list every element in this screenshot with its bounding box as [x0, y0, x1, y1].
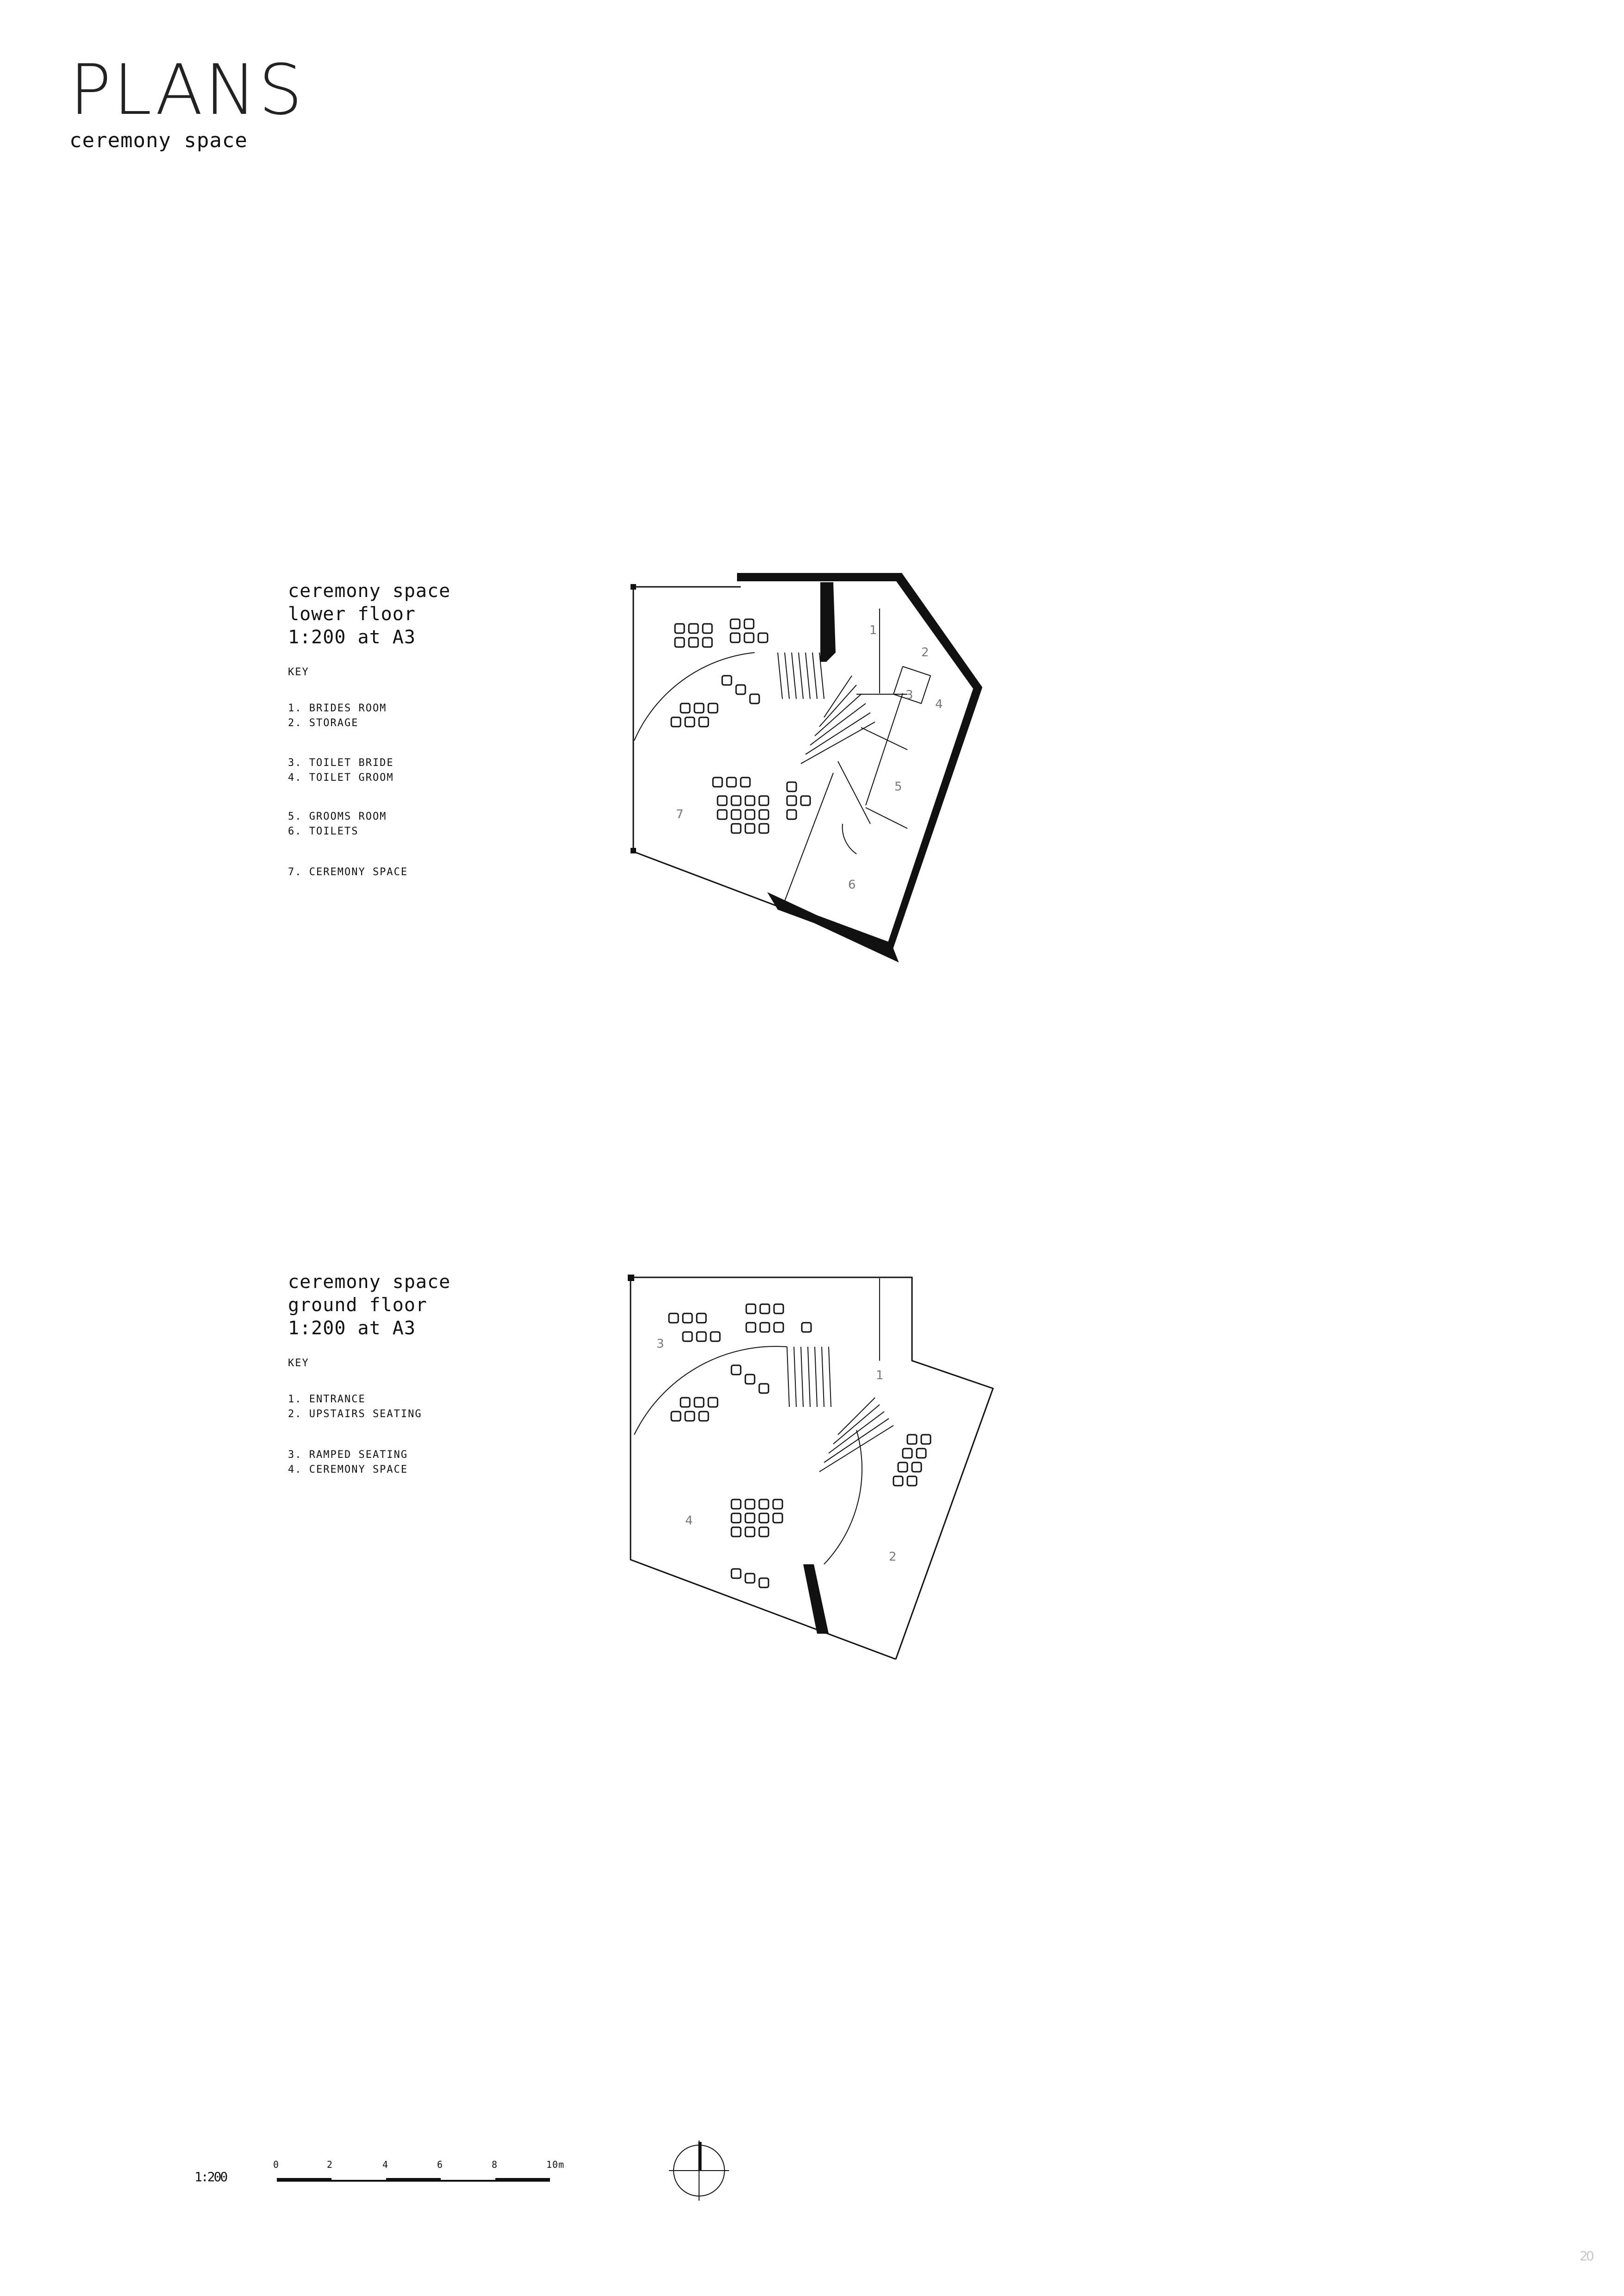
- scale-tick: 2: [327, 2159, 333, 2170]
- key-item: 2. STORAGE: [288, 717, 359, 729]
- heading-line: ceremony space: [288, 1271, 451, 1293]
- stairs: [778, 653, 875, 764]
- wall: [838, 761, 870, 824]
- thick-wall: [820, 582, 836, 662]
- wall: [633, 587, 782, 908]
- key-item: 4. TOILET GROOM: [288, 772, 394, 784]
- room-number: 1: [876, 1369, 884, 1382]
- room-number: 2: [889, 1550, 897, 1564]
- heading-line: ceremony space: [288, 580, 451, 602]
- scale-tick: 0: [273, 2159, 280, 2170]
- north-arrow-icon: [669, 2140, 729, 2201]
- ground-floor-plan: [620, 1263, 1005, 1671]
- page-subtitle: ceremony space: [69, 129, 248, 152]
- scale-tick: 6: [437, 2159, 443, 2170]
- ground-floor-legend: [288, 1270, 450, 1477]
- key-item: 7. CEREMONY SPACE: [288, 866, 408, 878]
- key-group: [288, 701, 450, 731]
- lower-floor-plan: [620, 565, 991, 963]
- door-swing: [843, 824, 856, 854]
- thick-wall: [803, 1564, 829, 1634]
- room-number: 5: [894, 780, 902, 794]
- room-number: 4: [685, 1514, 693, 1528]
- page-number: 20: [1580, 2248, 1593, 2264]
- scale-ratio: 1:200: [194, 2169, 227, 2184]
- key-group: [288, 809, 450, 839]
- heading-line: ground floor: [288, 1294, 427, 1316]
- room-number: 3: [906, 688, 913, 702]
- lower-floor-heading: [288, 579, 450, 649]
- heading-line: 1:200 at A3: [288, 627, 416, 648]
- wall: [866, 808, 907, 828]
- thick-wall: [778, 902, 891, 954]
- room-number: 2: [921, 646, 929, 660]
- lower-floor-legend: [288, 579, 450, 880]
- seat-grid: [671, 619, 810, 833]
- key-group: [288, 756, 450, 785]
- seating-rail: [824, 1430, 862, 1564]
- key-title: KEY: [288, 1357, 309, 1369]
- scale-tick: 4: [382, 2159, 389, 2170]
- scale-tick: 8: [492, 2159, 498, 2170]
- key-title: KEY: [288, 666, 309, 678]
- key-item: 3. TOILET BRIDE: [288, 757, 394, 769]
- seat-grid: [669, 1304, 931, 1587]
- key-item: 5. GROOMS ROOM: [288, 811, 387, 822]
- seating-rail: [634, 653, 755, 740]
- stairs: [787, 1347, 893, 1472]
- key-item: 6. TOILETS: [288, 826, 359, 837]
- page-title: PLANS: [69, 50, 305, 131]
- ground-floor-heading: [288, 1270, 450, 1340]
- column-markers: [628, 1275, 634, 1281]
- room-number: 4: [935, 697, 943, 711]
- seating-rail: [634, 1346, 787, 1435]
- room-number: 1: [869, 623, 877, 637]
- heading-line: lower floor: [288, 604, 416, 625]
- room-number: 3: [656, 1337, 664, 1351]
- key-item: 3. RAMPED SEATING: [288, 1449, 408, 1461]
- key-group: [288, 865, 450, 880]
- key-item: 2. UPSTAIRS SEATING: [288, 1408, 422, 1420]
- wall: [861, 728, 907, 750]
- key-group: [288, 1448, 450, 1477]
- scale-tick: 10m: [546, 2159, 565, 2170]
- key-item: 1. ENTRANCE: [288, 1394, 366, 1405]
- key-item: 1. BRIDES ROOM: [288, 703, 387, 714]
- room-number: 7: [676, 808, 684, 821]
- heading-line: 1:200 at A3: [288, 1318, 416, 1339]
- key-item: 4. CEREMONY SPACE: [288, 1464, 408, 1475]
- wall: [782, 773, 833, 907]
- room-number: 6: [848, 878, 856, 892]
- key-group: [288, 1392, 450, 1422]
- wall: [631, 1277, 896, 1659]
